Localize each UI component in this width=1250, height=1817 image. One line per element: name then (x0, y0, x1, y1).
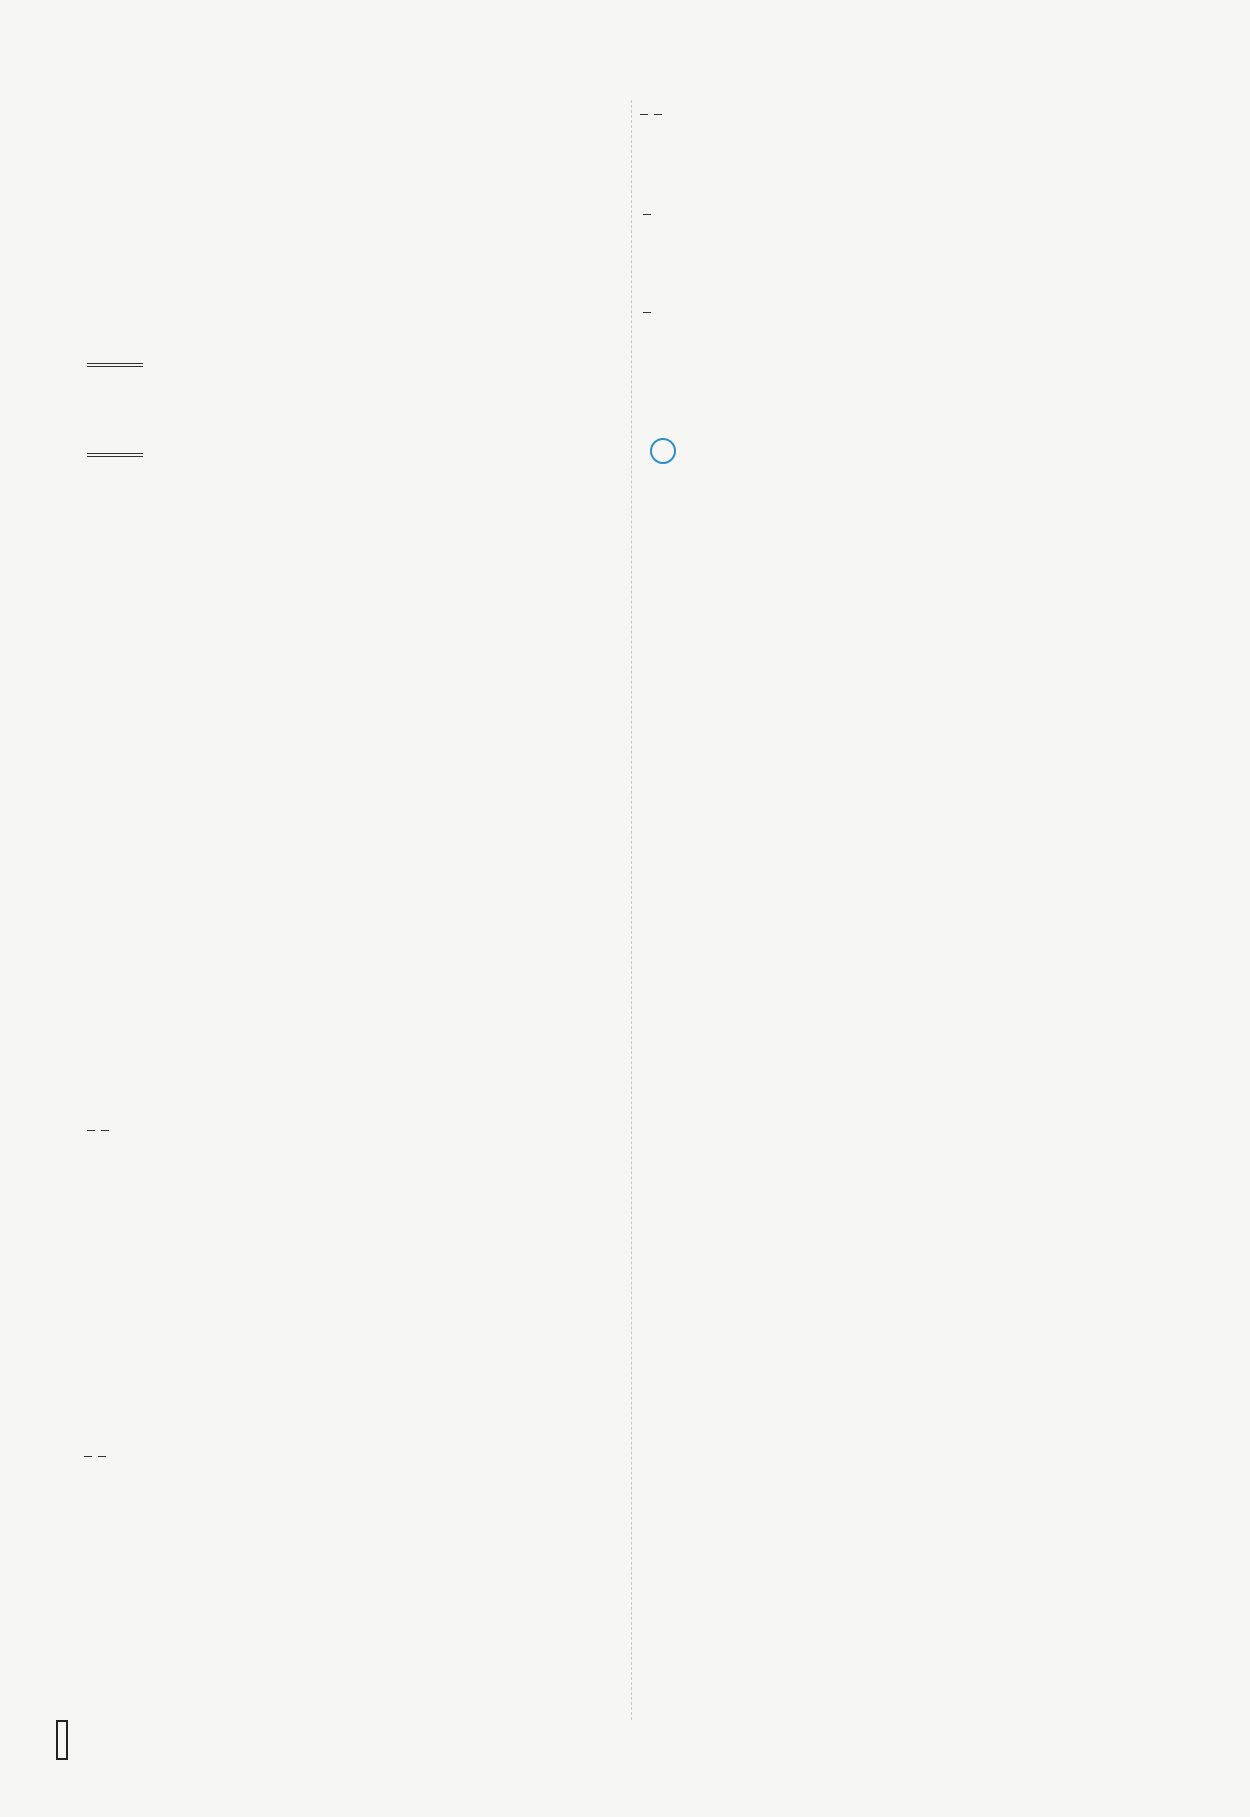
volume-formula (84, 1106, 112, 1154)
fraction (654, 114, 662, 115)
fraction (643, 214, 651, 215)
proportion (640, 90, 665, 138)
numerator (643, 312, 651, 313)
fraction (640, 114, 648, 115)
numerator (87, 1130, 95, 1131)
equation-line (84, 356, 146, 386)
solute-fraction (640, 288, 654, 336)
column-divider (631, 100, 632, 1720)
fraction (101, 1130, 109, 1131)
iron-fraction (640, 190, 654, 238)
fraction (643, 312, 651, 313)
numerator (84, 1456, 92, 1457)
numerator (101, 1130, 109, 1131)
fraction (98, 1456, 106, 1457)
equation-line (84, 446, 146, 476)
numerator (640, 114, 648, 115)
reaction-arrow (87, 363, 143, 381)
proportion (84, 1432, 109, 1480)
fraction (84, 1456, 92, 1457)
reaction-arrow (87, 453, 143, 471)
section-number (650, 438, 676, 464)
numerator (654, 114, 662, 115)
numerator (643, 214, 651, 215)
fraction (87, 1130, 95, 1131)
numerator (98, 1456, 106, 1457)
condition-label (87, 457, 143, 471)
